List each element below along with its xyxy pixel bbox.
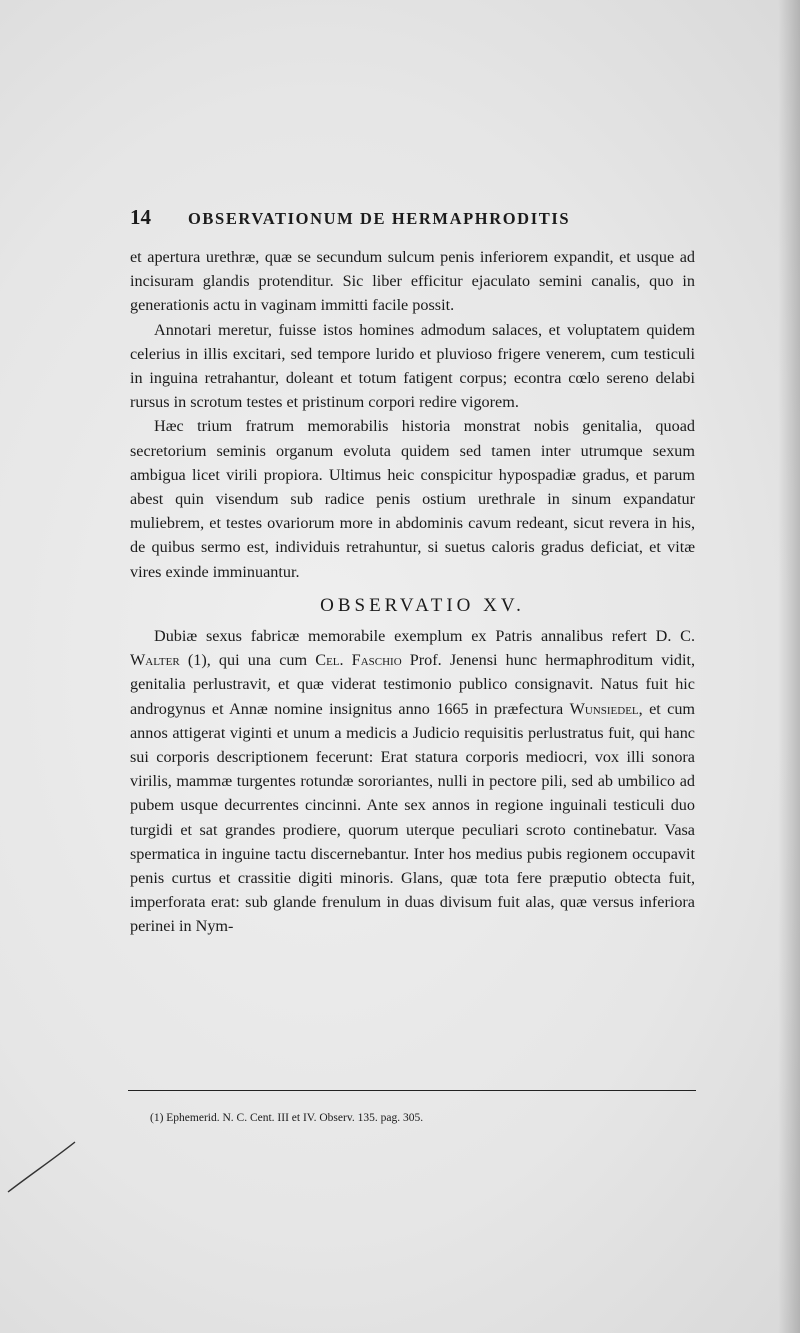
pen-stroke-mark [0,1130,120,1200]
paragraph-haec: Hæc trium fratrum memorabilis historia monstrat nobis genitalia, quoad secretorium seminis organum evoluta quidem sed tamen inter utrumque sexum ambigua licet virili propiora. Ultimus heic conspicitur hypospadiæ gradus, et parum abest quin visendum sub radice penis ostium urethrale in sinum expandatur muliebrem, et testes ovariorum more in abdominis cavum redeant, sicut revera in his, de quibus sermo est, individuis retrahuntur, si suetus caloris gradus deficiat, et vitæ vires exinde imminuantur. [130,417,695,581]
obs-text-2: (1), qui una cum [179,651,316,670]
footnote: (1) Ephemerid. N. C. Cent. III et IV. Observ. 135. pag. 305. [150,1112,424,1124]
footnote-rule [128,1090,696,1091]
author-faschio: Cel. Faschio [315,651,402,670]
page-edge-shadow [778,0,800,1333]
obs-text-3: Prof. Jenensi hunc hermaphroditum vidit, genitalia perlustravit, et quæ viderat testimonio publico consignavit. Natus fuit hic androgynus et Annæ nomine insignitus anno 1665 in præfectura [130,651,695,718]
paragraph-annotari: Annotari meretur, fuisse istos homines admodum salaces, et voluptatem quidem celerius in illis excitari, sed tempore lurido et pluvioso frigere venerem, cum testiculi in inguina retrahantur, doleant et totum fatigent corpus; econtra cœlo sereno delabi rursus in scrotum testes et pristinum corpori redire vigorem. [130,320,695,412]
running-head [130,205,690,230]
paragraph-continuation: et apertura urethræ, quæ se secundum sulcum penis inferiorem expandit, et usque ad incisuram glandis protenditur. Sic liber efficitur ejaculato semini canalis, quo in generationis actu in vaginam immitti facile possit. [130,248,695,315]
obs-text-4: , et cum annos attigerat viginti et unum a medicis a Judicio requisitis perlustratus fuit, qui hanc sui corporis descriptionem fecerunt: Erat statura corporis mediocri, vox illi sonora virilis, mammæ turgentes rotundæ sororiantes, nulli in pectore pili, sed ab umbilico ad pubem usque decurrentes cincinni. Ante sex annos in regione inguinali testiculi duo turgidi et sat grandes prodiere, quorum uterque peculiari scroto continebatur. Vasa spermatica in inguine tactu discernebantur. Inter hos medius pubis regionem occupavit penis curtus et crassitie digiti minoris. Glans, quæ tota fere præputio obtecta fuit, imperforata erat: sub glande frenulum in duas divisum fuit alas, quæ versus inferiora perinei in Nym- [130,699,695,936]
page-number: 14 [130,205,151,229]
place-wunsiedel: Wunsiedel [569,699,639,718]
body-text [130,245,695,939]
paragraph-observatio [130,624,695,939]
running-title: OBSERVATIONUM DE HERMAPHRODITIS [188,209,571,228]
author-walter: Walter [130,651,180,670]
observatio-heading: OBSERVATIO XV. [320,594,525,616]
obs-text-1: Dubiæ sexus fabricæ memorabile exemplum ex Patris annalibus refert D. C. [154,627,695,646]
